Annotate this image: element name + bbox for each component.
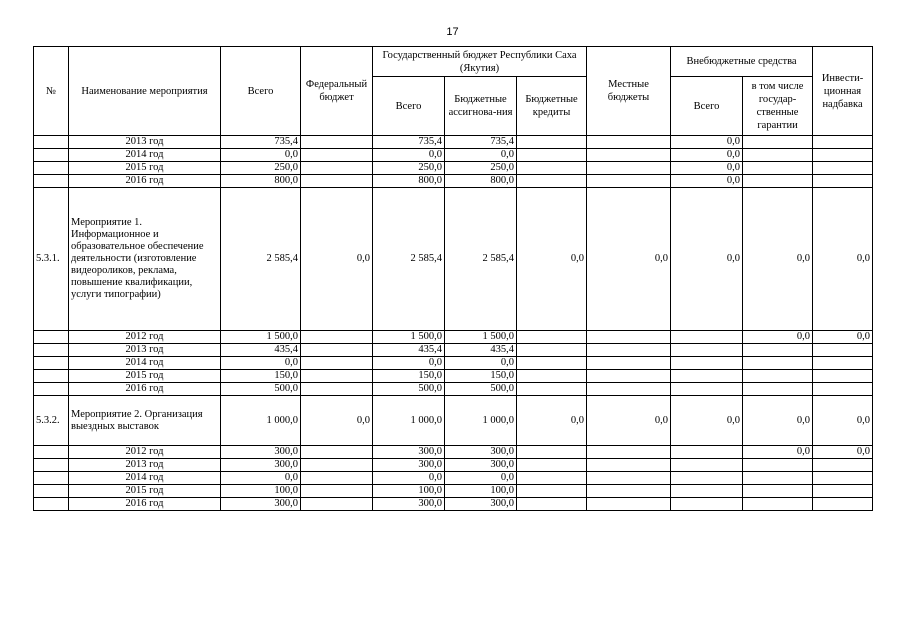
row-code (34, 459, 69, 472)
row-code: 5.3.2. (34, 396, 69, 446)
cell-invest: 0,0 (813, 396, 873, 446)
cell-state-total: 1 000,0 (373, 396, 445, 446)
cell-total: 0,0 (221, 149, 301, 162)
cell-total: 0,0 (221, 472, 301, 485)
cell-alloc: 500,0 (445, 383, 517, 396)
year-row (34, 446, 873, 459)
cell-alloc: 2 585,4 (445, 188, 517, 331)
row-code (34, 485, 69, 498)
cell-state-total: 100,0 (373, 485, 445, 498)
cell-federal (301, 472, 373, 485)
cell-state-total: 300,0 (373, 459, 445, 472)
cell-local (587, 498, 671, 511)
year-row (34, 472, 873, 485)
cell-extra-total: 0,0 (671, 396, 743, 446)
cell-state-total: 300,0 (373, 498, 445, 511)
cell-extra-total (671, 446, 743, 459)
year-label: 2015 год (69, 162, 221, 175)
cell-total: 300,0 (221, 446, 301, 459)
cell-credits (517, 175, 587, 188)
cell-state-total: 435,4 (373, 344, 445, 357)
year-label: 2013 год (69, 459, 221, 472)
row-code (34, 162, 69, 175)
cell-invest (813, 149, 873, 162)
cell-alloc: 1 000,0 (445, 396, 517, 446)
year-label: 2013 год (69, 136, 221, 149)
cell-invest (813, 472, 873, 485)
header-budget-allocations: Бюджетные ассигнова-ния (445, 77, 517, 136)
year-row (34, 357, 873, 370)
row-code (34, 149, 69, 162)
cell-extra-total (671, 383, 743, 396)
cell-alloc: 735,4 (445, 136, 517, 149)
year-label: 2016 год (69, 383, 221, 396)
cell-total: 2 585,4 (221, 188, 301, 331)
row-code (34, 344, 69, 357)
cell-federal (301, 357, 373, 370)
cell-federal (301, 331, 373, 344)
cell-total: 300,0 (221, 498, 301, 511)
header-local-budgets: Местные бюджеты (587, 47, 671, 136)
cell-state-total: 250,0 (373, 162, 445, 175)
cell-local (587, 459, 671, 472)
header-no: № (34, 47, 69, 136)
row-code: 5.3.1. (34, 188, 69, 331)
cell-invest (813, 459, 873, 472)
cell-alloc: 0,0 (445, 149, 517, 162)
cell-local (587, 162, 671, 175)
year-row (34, 175, 873, 188)
cell-credits (517, 357, 587, 370)
cell-state-total: 2 585,4 (373, 188, 445, 331)
cell-alloc: 435,4 (445, 344, 517, 357)
cell-guarantees (743, 498, 813, 511)
header-extra-total: Всего (671, 77, 743, 136)
cell-invest (813, 136, 873, 149)
year-label: 2013 год (69, 344, 221, 357)
cell-invest (813, 485, 873, 498)
cell-guarantees (743, 136, 813, 149)
cell-federal (301, 383, 373, 396)
cell-invest (813, 344, 873, 357)
cell-alloc: 1 500,0 (445, 331, 517, 344)
year-label: 2015 год (69, 370, 221, 383)
cell-alloc: 0,0 (445, 357, 517, 370)
year-row (34, 498, 873, 511)
header-state-guarantees: в том числе государ-ственные гарантии (743, 77, 813, 136)
cell-guarantees (743, 175, 813, 188)
year-label: 2012 год (69, 331, 221, 344)
header-total: Всего (221, 47, 301, 136)
cell-total: 1 500,0 (221, 331, 301, 344)
cell-local (587, 472, 671, 485)
year-row (34, 331, 873, 344)
year-row (34, 370, 873, 383)
cell-guarantees (743, 357, 813, 370)
cell-total: 800,0 (221, 175, 301, 188)
cell-total: 0,0 (221, 357, 301, 370)
year-row (34, 162, 873, 175)
cell-credits (517, 498, 587, 511)
measure-name: Мероприятие 2. Организация выездных выставок (69, 396, 221, 446)
cell-credits (517, 331, 587, 344)
cell-credits (517, 344, 587, 357)
cell-state-total: 735,4 (373, 136, 445, 149)
year-row (34, 459, 873, 472)
header-state-budget: Государственный бюджет Республики Саха (Якутия) (373, 47, 587, 77)
table-body (34, 136, 873, 511)
cell-alloc: 300,0 (445, 446, 517, 459)
cell-federal (301, 485, 373, 498)
cell-total: 435,4 (221, 344, 301, 357)
year-row (34, 344, 873, 357)
cell-total: 250,0 (221, 162, 301, 175)
row-code (34, 175, 69, 188)
cell-credits (517, 383, 587, 396)
cell-state-total: 1 500,0 (373, 331, 445, 344)
cell-credits (517, 459, 587, 472)
cell-local (587, 175, 671, 188)
year-label: 2014 год (69, 357, 221, 370)
year-row (34, 485, 873, 498)
cell-total: 735,4 (221, 136, 301, 149)
cell-credits (517, 370, 587, 383)
year-label: 2014 год (69, 149, 221, 162)
header-investment-bonus: Инвести-ционная надбавка (813, 47, 873, 136)
cell-guarantees (743, 459, 813, 472)
header-extra-budget: Внебюджетные средства (671, 47, 813, 77)
row-code (34, 472, 69, 485)
cell-federal (301, 162, 373, 175)
cell-alloc: 100,0 (445, 485, 517, 498)
cell-state-total: 0,0 (373, 149, 445, 162)
cell-federal: 0,0 (301, 188, 373, 331)
cell-invest (813, 162, 873, 175)
cell-state-total: 150,0 (373, 370, 445, 383)
cell-local (587, 357, 671, 370)
cell-guarantees: 0,0 (743, 396, 813, 446)
row-code (34, 498, 69, 511)
row-code (34, 370, 69, 383)
cell-extra-total: 0,0 (671, 188, 743, 331)
cell-local: 0,0 (587, 396, 671, 446)
cell-credits: 0,0 (517, 396, 587, 446)
cell-local (587, 331, 671, 344)
table-header (34, 47, 873, 136)
cell-local: 0,0 (587, 188, 671, 331)
cell-state-total: 300,0 (373, 446, 445, 459)
cell-guarantees (743, 383, 813, 396)
cell-total: 500,0 (221, 383, 301, 396)
measure-row (34, 188, 873, 331)
cell-alloc: 150,0 (445, 370, 517, 383)
row-code (34, 331, 69, 344)
budget-table (33, 46, 873, 511)
cell-credits (517, 162, 587, 175)
cell-extra-total (671, 498, 743, 511)
cell-extra-total (671, 370, 743, 383)
cell-extra-total (671, 331, 743, 344)
measure-name: Мероприятие 1. Информационное и образовательное обеспечение деятельности (изготовление видеороликов, реклама, повышение квалификации, услуги типографии) (69, 188, 221, 331)
cell-local (587, 149, 671, 162)
cell-credits (517, 446, 587, 459)
cell-total: 1 000,0 (221, 396, 301, 446)
cell-federal: 0,0 (301, 396, 373, 446)
year-label: 2012 год (69, 446, 221, 459)
cell-credits (517, 472, 587, 485)
cell-federal (301, 149, 373, 162)
cell-state-total: 500,0 (373, 383, 445, 396)
cell-local (587, 370, 671, 383)
header-state-total: Всего (373, 77, 445, 136)
cell-extra-total (671, 344, 743, 357)
cell-alloc: 300,0 (445, 498, 517, 511)
cell-extra-total: 0,0 (671, 175, 743, 188)
year-label: 2016 год (69, 498, 221, 511)
year-row (34, 383, 873, 396)
cell-extra-total: 0,0 (671, 162, 743, 175)
cell-extra-total: 0,0 (671, 136, 743, 149)
cell-state-total: 0,0 (373, 357, 445, 370)
year-row (34, 149, 873, 162)
row-code (34, 136, 69, 149)
row-code (34, 383, 69, 396)
cell-alloc: 0,0 (445, 472, 517, 485)
cell-extra-total (671, 357, 743, 370)
cell-invest (813, 498, 873, 511)
cell-guarantees (743, 485, 813, 498)
cell-federal (301, 370, 373, 383)
row-code (34, 357, 69, 370)
year-label: 2015 год (69, 485, 221, 498)
cell-extra-total: 0,0 (671, 149, 743, 162)
cell-credits: 0,0 (517, 188, 587, 331)
cell-guarantees (743, 370, 813, 383)
cell-alloc: 800,0 (445, 175, 517, 188)
cell-guarantees (743, 472, 813, 485)
header-budget-credits: Бюджетные кредиты (517, 77, 587, 136)
cell-invest: 0,0 (813, 331, 873, 344)
cell-guarantees (743, 149, 813, 162)
cell-guarantees (743, 162, 813, 175)
cell-extra-total (671, 459, 743, 472)
cell-invest (813, 383, 873, 396)
measure-row (34, 396, 873, 446)
cell-guarantees: 0,0 (743, 446, 813, 459)
cell-guarantees (743, 344, 813, 357)
cell-federal (301, 459, 373, 472)
cell-invest: 0,0 (813, 188, 873, 331)
cell-extra-total (671, 485, 743, 498)
year-row (34, 136, 873, 149)
page-number: 17 (446, 26, 459, 38)
cell-state-total: 800,0 (373, 175, 445, 188)
cell-alloc: 300,0 (445, 459, 517, 472)
cell-local (587, 446, 671, 459)
cell-local (587, 344, 671, 357)
year-label: 2014 год (69, 472, 221, 485)
cell-invest (813, 357, 873, 370)
cell-alloc: 250,0 (445, 162, 517, 175)
year-label: 2016 год (69, 175, 221, 188)
cell-invest (813, 370, 873, 383)
header-federal: Федеральный бюджет (301, 47, 373, 136)
cell-federal (301, 446, 373, 459)
cell-credits (517, 485, 587, 498)
cell-total: 100,0 (221, 485, 301, 498)
cell-local (587, 485, 671, 498)
cell-federal (301, 344, 373, 357)
cell-total: 300,0 (221, 459, 301, 472)
cell-guarantees: 0,0 (743, 331, 813, 344)
cell-total: 150,0 (221, 370, 301, 383)
row-code (34, 446, 69, 459)
cell-federal (301, 136, 373, 149)
cell-credits (517, 149, 587, 162)
cell-local (587, 383, 671, 396)
cell-federal (301, 175, 373, 188)
cell-invest (813, 175, 873, 188)
cell-local (587, 136, 671, 149)
cell-extra-total (671, 472, 743, 485)
header-name: Наименование мероприятия (69, 47, 221, 136)
cell-state-total: 0,0 (373, 472, 445, 485)
cell-federal (301, 498, 373, 511)
cell-guarantees: 0,0 (743, 188, 813, 331)
cell-invest: 0,0 (813, 446, 873, 459)
cell-credits (517, 136, 587, 149)
